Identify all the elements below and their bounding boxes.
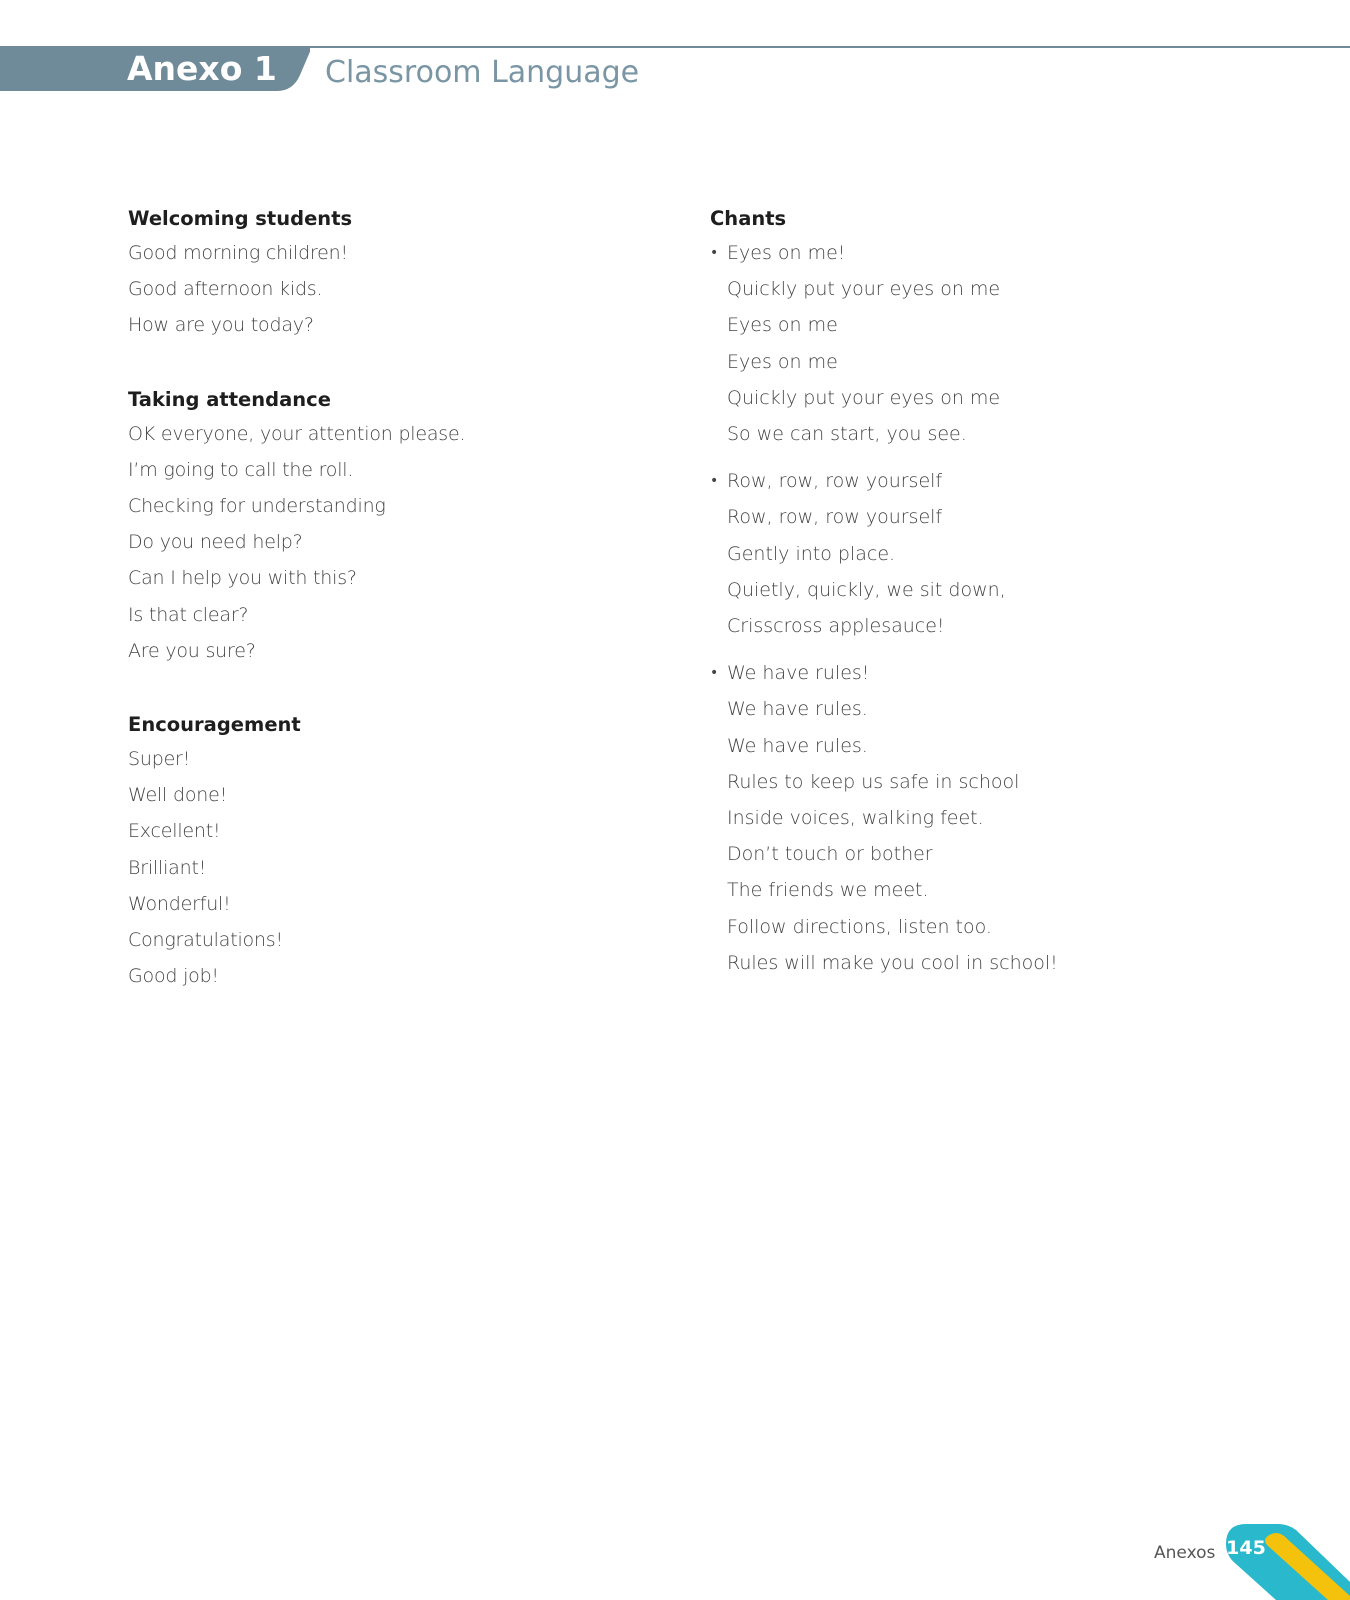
- phrase-line: Wonderful!: [128, 892, 231, 915]
- phrase-line: Do you need help?: [128, 531, 303, 554]
- phrase-line: Good job!: [128, 965, 219, 988]
- chant-line: Crisscross applesauce!: [727, 615, 945, 638]
- chant-line: So we can start, you see.: [727, 423, 967, 446]
- chant-line: Eyes on me: [727, 314, 838, 337]
- phrase-line: How are you today?: [128, 314, 314, 337]
- chant-line: Eyes on me: [727, 350, 838, 373]
- phrase-line: Super!: [128, 748, 191, 771]
- chant-we-have-rules: [710, 655, 1270, 981]
- chant-line: Inside voices, walking feet.: [727, 807, 984, 830]
- phrase-line: Brilliant!: [128, 856, 207, 879]
- phrase-line: Good morning children!: [128, 242, 348, 264]
- right-column: [710, 203, 1270, 992]
- chant-line: Row, row, row yourself: [727, 470, 943, 493]
- phrase-line: OK everyone, your attention please.: [128, 422, 466, 445]
- page-title: Classroom Language: [325, 55, 640, 90]
- chant-line: We have rules!: [727, 662, 870, 685]
- page-number: 145: [1226, 1537, 1266, 1559]
- phrase-line: Checking for understanding: [128, 495, 386, 518]
- section-encouragement: [128, 709, 648, 994]
- section-taking-attendance: [128, 384, 648, 669]
- section-welcoming-students: [128, 203, 648, 344]
- chant-line: Quickly put your eyes on me: [727, 386, 1001, 409]
- phrase-line: Excellent!: [128, 820, 221, 843]
- phrase-line: I’m going to call the roll.: [128, 458, 354, 481]
- phrase-line: Is that clear?: [128, 603, 249, 626]
- chant-line: We have rules.: [727, 698, 868, 721]
- phrase-line: Good afternoon kids.: [128, 278, 323, 301]
- chant-line: Gently into place.: [727, 542, 896, 565]
- bullet-icon: •: [710, 665, 719, 682]
- chant-line: Rules to keep us safe in school: [727, 770, 1020, 793]
- phrase-line: Are you sure?: [128, 639, 256, 662]
- section-title: Encouragement: [128, 713, 301, 737]
- phrase-line: Well done!: [128, 784, 227, 807]
- chant-row-row-row: [710, 463, 1270, 644]
- chant-line: The friends we meet.: [727, 879, 929, 902]
- footer-section-label: Anexos: [1154, 1543, 1216, 1563]
- chant-line: Rules will make you cool in school!: [727, 951, 1058, 974]
- chant-line: We have rules.: [727, 734, 868, 757]
- chant-eyes-on-me: [710, 235, 1270, 452]
- annex-label: Anexo 1: [127, 49, 277, 88]
- bullet-icon: •: [710, 473, 719, 490]
- section-title-chants: Chants: [710, 207, 787, 230]
- chant-line: Don’t touch or bother: [727, 843, 933, 866]
- phrase-line: Can I help you with this?: [128, 567, 357, 590]
- chant-line: Eyes on me!: [727, 242, 846, 264]
- chant-line: Follow directions, listen too.: [727, 915, 992, 938]
- chant-line: Quickly put your eyes on me: [727, 278, 1001, 301]
- section-title: Welcoming students: [128, 207, 353, 230]
- left-column: [128, 203, 648, 1034]
- chant-line: Row, row, row yourself: [727, 506, 943, 529]
- bullet-icon: •: [710, 245, 719, 261]
- chant-line: Quietly, quickly, we sit down,: [727, 578, 1006, 601]
- phrase-line: Congratulations!: [128, 929, 283, 952]
- section-title: Taking attendance: [128, 387, 331, 411]
